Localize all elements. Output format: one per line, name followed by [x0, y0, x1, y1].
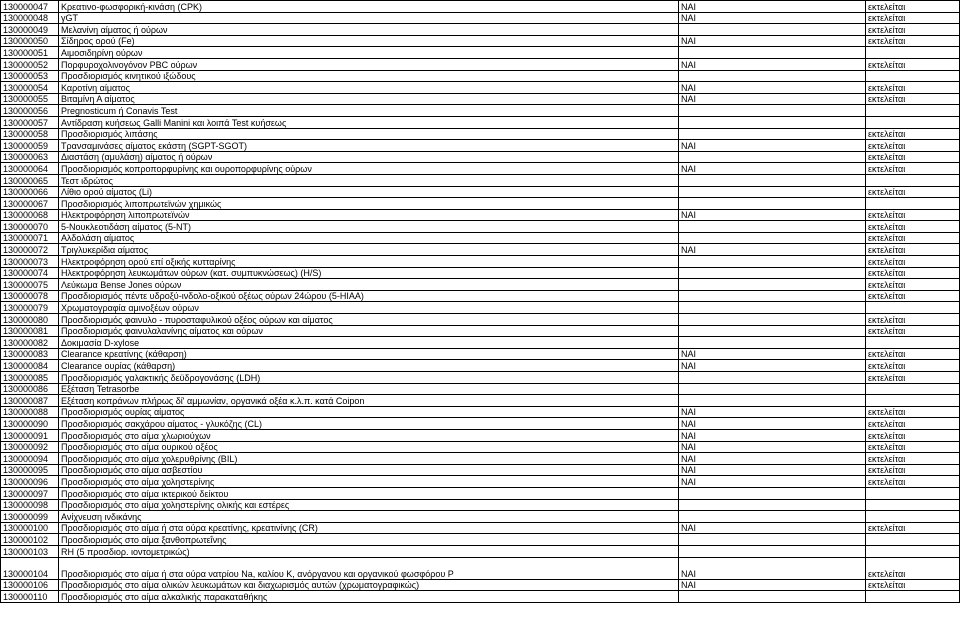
- cell-code: 130000106: [1, 579, 59, 591]
- cell-status: [866, 70, 960, 82]
- cell-flag: ΝΑΙ: [679, 429, 866, 441]
- cell-status: εκτελείται: [866, 244, 960, 256]
- cell-flag: [679, 151, 866, 163]
- cell-status: εκτελείται: [866, 256, 960, 268]
- cell-status: εκτελείται: [866, 163, 960, 175]
- cell-flag: ΝΑΙ: [679, 93, 866, 105]
- cell-code: 130000053: [1, 70, 59, 82]
- table-row: [1, 579, 960, 591]
- cell-code: 130000084: [1, 360, 59, 372]
- cell-description: Προσδιορισμός στο αίμα ξανθοπρωτεΐνης: [59, 534, 679, 546]
- table-row: [1, 360, 960, 372]
- table-row: [1, 93, 960, 105]
- cell-status: [866, 105, 960, 117]
- table-row: [1, 163, 960, 175]
- cell-status: εκτελείται: [866, 314, 960, 326]
- cell-description: Προσδιορισμός λιπάσης: [59, 128, 679, 140]
- cell-status: [866, 383, 960, 395]
- cell-code: 130000067: [1, 198, 59, 210]
- cell-flag: [679, 302, 866, 314]
- table-row: [1, 591, 960, 603]
- table-row: [1, 140, 960, 152]
- cell-status: εκτελείται: [866, 267, 960, 279]
- table-row: [1, 534, 960, 546]
- cell-status: εκτελείται: [866, 360, 960, 372]
- cell-flag: [679, 70, 866, 82]
- cell-description: Μελανίνη αίματος ή ούρων: [59, 24, 679, 36]
- cell-status: [866, 302, 960, 314]
- cell-status: εκτελείται: [866, 186, 960, 198]
- cell-code: 130000048: [1, 12, 59, 24]
- cell-flag: [679, 116, 866, 128]
- cell-status: εκτελείται: [866, 441, 960, 453]
- table-row: [1, 406, 960, 418]
- cell-code: 130000083: [1, 348, 59, 360]
- table-row: [1, 70, 960, 82]
- table-row: [1, 232, 960, 244]
- cell-flag: ΝΑΙ: [679, 244, 866, 256]
- cell-code: 130000085: [1, 372, 59, 384]
- cell-description: γGT: [59, 12, 679, 24]
- cell-description: Αλδολάση αίματος: [59, 232, 679, 244]
- cell-flag: ΝΑΙ: [679, 140, 866, 152]
- cell-flag: [679, 128, 866, 140]
- cell-description: Βιταμίνη Α αίματος: [59, 93, 679, 105]
- table-row: [1, 116, 960, 128]
- cell-description: Κρεατινο-φωσφορική-κινάση (CPK): [59, 1, 679, 13]
- cell-flag: [679, 232, 866, 244]
- cell-flag: ΝΑΙ: [679, 82, 866, 94]
- table-row: [1, 372, 960, 384]
- cell-status: εκτελείται: [866, 579, 960, 591]
- cell-status: εκτελείται: [866, 453, 960, 465]
- cell-code: 130000050: [1, 35, 59, 47]
- cell-flag: ΝΑΙ: [679, 12, 866, 24]
- cell-code: 130000047: [1, 1, 59, 13]
- cell-code: 130000080: [1, 314, 59, 326]
- cell-status: [866, 198, 960, 210]
- table-row: [1, 545, 960, 557]
- table-row: [1, 47, 960, 59]
- cell-status: εκτελείται: [866, 406, 960, 418]
- cell-code: 130000072: [1, 244, 59, 256]
- cell-description: Προσδιορισμός στο αίμα ασβεστίου: [59, 464, 679, 476]
- cell-flag: [679, 511, 866, 523]
- cell-description: Προσδιορισμός σακχάρου αίματος - γλυκόζης (CL): [59, 418, 679, 430]
- cell-description: Προσδιορισμός στο αίμα χοληστερίνης ολικής και εστέρες: [59, 499, 679, 511]
- cell-flag: ΝΑΙ: [679, 348, 866, 360]
- table-body: [1, 1, 960, 603]
- table-row: [1, 174, 960, 186]
- table-row: [1, 209, 960, 221]
- cell-description: Προσδιορισμός γαλακτικής δεϋδρογονάσης (LDH): [59, 372, 679, 384]
- cell-description: Προσδιορισμός φαινυλαλανίνης αίματος και ούρων: [59, 325, 679, 337]
- cell-flag: ΝΑΙ: [679, 522, 866, 534]
- cell-description: Προσδιορισμός φαινυλο - πυροσταφυλικού οξέος ούρων και αίματος: [59, 314, 679, 326]
- cell-description: Τεστ ιδρώτος: [59, 174, 679, 186]
- cell-description: Χρωματογραφία αμινοξέων ούρων: [59, 302, 679, 314]
- cell-flag: [679, 279, 866, 291]
- cell-description: Πορφυροχολινογόνον PBC ούρων: [59, 58, 679, 70]
- cell-description: Clearance ουρίας (κάθαρση): [59, 360, 679, 372]
- cell-code: 130000068: [1, 209, 59, 221]
- cell-description: Προσδιορισμός στο αίμα αλκαλικής παρακαταθήκης: [59, 591, 679, 603]
- cell-flag: ΝΑΙ: [679, 1, 866, 13]
- cell-code: 130000103: [1, 545, 59, 557]
- cell-description: Αιμοσιδηρίνη ούρων: [59, 47, 679, 59]
- cell-description: Pregnosticum ή Conavis Test: [59, 105, 679, 117]
- cell-status: [866, 499, 960, 511]
- table-row: [1, 1, 960, 13]
- cell-description: Προσδιορισμός στο αίμα χολερυθρίνης (BIL): [59, 453, 679, 465]
- cell-flag: ΝΑΙ: [679, 35, 866, 47]
- cell-description: Προσδιορισμός κινητικού ιξώδους: [59, 70, 679, 82]
- cell-status: εκτελείται: [866, 418, 960, 430]
- cell-description: RH (5 προσδιορ. ιοντομετρικώς): [59, 545, 679, 557]
- cell-flag: [679, 186, 866, 198]
- table-row: [1, 418, 960, 430]
- cell-flag: ΝΑΙ: [679, 406, 866, 418]
- cell-description: Εξέταση Tetrasorbe: [59, 383, 679, 395]
- cell-code: 130000110: [1, 591, 59, 603]
- cell-code: 130000056: [1, 105, 59, 117]
- table-row: [1, 464, 960, 476]
- cell-flag: [679, 499, 866, 511]
- cell-flag: [679, 267, 866, 279]
- cell-status: εκτελείται: [866, 35, 960, 47]
- cell-status: [866, 511, 960, 523]
- cell-code: 130000059: [1, 140, 59, 152]
- cell-status: εκτελείται: [866, 429, 960, 441]
- cell-description: Προσδιορισμός στο αίμα ολικών λευκωμάτων και διαχωρισμός αυτών (χρωματογραφικώς): [59, 579, 679, 591]
- cell-status: εκτελείται: [866, 557, 960, 579]
- cell-description: Προσδιορισμός πέντε υδροξύ-ινδολο-οξικού οξέως ούρων 24ώρου (5-HIAA): [59, 290, 679, 302]
- table-row: [1, 348, 960, 360]
- cell-status: εκτελείται: [866, 24, 960, 36]
- cell-flag: [679, 325, 866, 337]
- cell-description: Προσδιορισμός στο αίμα ή στα ούρα κρεατίνης, κρεατινίνης (CR): [59, 522, 679, 534]
- cell-code: 130000081: [1, 325, 59, 337]
- cell-flag: ΝΑΙ: [679, 163, 866, 175]
- cell-flag: ΝΑΙ: [679, 58, 866, 70]
- cell-description: Τριγλυκερίδια αίματος: [59, 244, 679, 256]
- table-row: [1, 128, 960, 140]
- cell-status: εκτελείται: [866, 221, 960, 233]
- cell-description: Ηλεκτροφόρηση λιποπρωτεϊνών: [59, 209, 679, 221]
- cell-description: Σίδηρος ορού (Fe): [59, 35, 679, 47]
- cell-status: [866, 47, 960, 59]
- cell-flag: ΝΑΙ: [679, 209, 866, 221]
- cell-description: 5-Νουκλεοτιδάση αίματος (5-NT): [59, 221, 679, 233]
- cell-description: Προσδιορισμός στο αίμα ουρικού οξέος: [59, 441, 679, 453]
- table-row: [1, 186, 960, 198]
- cell-code: 130000091: [1, 429, 59, 441]
- table-row: [1, 395, 960, 407]
- cell-code: 130000087: [1, 395, 59, 407]
- cell-code: 130000096: [1, 476, 59, 488]
- cell-status: [866, 591, 960, 603]
- cell-description: Διαστάση (αμυλάση) αίματος ή ούρων: [59, 151, 679, 163]
- cell-code: 130000095: [1, 464, 59, 476]
- cell-description: Λεύκωμα Bense Jones ούρων: [59, 279, 679, 291]
- cell-code: 130000070: [1, 221, 59, 233]
- table-row: [1, 279, 960, 291]
- cell-flag: [679, 545, 866, 557]
- cell-status: εκτελείται: [866, 464, 960, 476]
- cell-flag: ΝΑΙ: [679, 464, 866, 476]
- cell-status: εκτελείται: [866, 128, 960, 140]
- table-row: [1, 198, 960, 210]
- cell-flag: [679, 174, 866, 186]
- table-row: [1, 290, 960, 302]
- cell-description: Τρανσαμινάσες αίματος εκάστη (SGPT-SGOT): [59, 140, 679, 152]
- cell-code: 130000073: [1, 256, 59, 268]
- cell-status: εκτελείται: [866, 93, 960, 105]
- table-row: [1, 244, 960, 256]
- table-row: [1, 256, 960, 268]
- cell-flag: ΝΑΙ: [679, 579, 866, 591]
- cell-description: Προσδιορισμός ουρίας αίματος: [59, 406, 679, 418]
- cell-code: 130000051: [1, 47, 59, 59]
- cell-flag: [679, 383, 866, 395]
- cell-flag: ΝΑΙ: [679, 360, 866, 372]
- cell-code: 130000090: [1, 418, 59, 430]
- cell-code: 130000097: [1, 487, 59, 499]
- cell-code: 130000065: [1, 174, 59, 186]
- table-row: [1, 429, 960, 441]
- cell-code: 130000055: [1, 93, 59, 105]
- cell-flag: [679, 198, 866, 210]
- table-row: [1, 24, 960, 36]
- cell-flag: [679, 256, 866, 268]
- cell-code: 130000092: [1, 441, 59, 453]
- cell-description: Ανίχνευση ινδικάνης: [59, 511, 679, 523]
- cell-status: εκτελείται: [866, 1, 960, 13]
- cell-description: Προσδιορισμός στο αίμα ή στα ούρα νατρίου Na, καλίου K, ανόργανου και οργανικού φωσφόρου P: [59, 557, 679, 579]
- table-row: [1, 476, 960, 488]
- cell-flag: [679, 395, 866, 407]
- cell-status: εκτελείται: [866, 372, 960, 384]
- cell-code: 130000063: [1, 151, 59, 163]
- table-row: [1, 105, 960, 117]
- table-row: [1, 151, 960, 163]
- cell-status: εκτελείται: [866, 348, 960, 360]
- cell-code: 130000099: [1, 511, 59, 523]
- cell-status: εκτελείται: [866, 232, 960, 244]
- cell-status: εκτελείται: [866, 58, 960, 70]
- cell-flag: [679, 47, 866, 59]
- table-row: [1, 314, 960, 326]
- cell-status: εκτελείται: [866, 290, 960, 302]
- cell-status: εκτελείται: [866, 140, 960, 152]
- table-row: [1, 58, 960, 70]
- cell-flag: ΝΑΙ: [679, 453, 866, 465]
- table-row: [1, 441, 960, 453]
- cell-code: 130000098: [1, 499, 59, 511]
- cell-description: Εξέταση κοπράνων πλήρως δί' αμμωνίαν, οργανικά οξέα κ.λ.π. κατά Coipon: [59, 395, 679, 407]
- table-row: [1, 267, 960, 279]
- cell-code: 130000079: [1, 302, 59, 314]
- cell-flag: [679, 314, 866, 326]
- cell-status: εκτελείται: [866, 151, 960, 163]
- cell-flag: [679, 105, 866, 117]
- cell-status: εκτελείται: [866, 522, 960, 534]
- cell-flag: [679, 337, 866, 349]
- cell-code: 130000064: [1, 163, 59, 175]
- cell-status: [866, 116, 960, 128]
- cell-status: [866, 174, 960, 186]
- cell-code: 130000102: [1, 534, 59, 546]
- cell-code: 130000052: [1, 58, 59, 70]
- cell-status: εκτελείται: [866, 209, 960, 221]
- cell-flag: ΝΑΙ: [679, 557, 866, 579]
- cell-description: Ηλεκτροφόρηση ορού επί οξικής κυτταρίνης: [59, 256, 679, 268]
- table-row: [1, 383, 960, 395]
- table-row: [1, 499, 960, 511]
- table-row: [1, 325, 960, 337]
- table-row: [1, 522, 960, 534]
- cell-code: 130000054: [1, 82, 59, 94]
- cell-code: 130000058: [1, 128, 59, 140]
- cell-flag: ΝΑΙ: [679, 476, 866, 488]
- table-row: [1, 35, 960, 47]
- cell-flag: ΝΑΙ: [679, 441, 866, 453]
- cell-status: [866, 545, 960, 557]
- cell-code: 130000074: [1, 267, 59, 279]
- cell-code: 130000066: [1, 186, 59, 198]
- cell-status: εκτελείται: [866, 325, 960, 337]
- cell-description: Προσδιορισμός στο αίμα ικτερικού δείκτου: [59, 487, 679, 499]
- table-row: [1, 82, 960, 94]
- cell-flag: [679, 290, 866, 302]
- table-row: [1, 337, 960, 349]
- cell-description: Αντίδραση κυήσεως Galli Manini και λοιπά Test κυήσεως: [59, 116, 679, 128]
- table-row: [1, 12, 960, 24]
- table-row: [1, 302, 960, 314]
- cell-code: 130000094: [1, 453, 59, 465]
- cell-code: 130000082: [1, 337, 59, 349]
- cell-status: [866, 487, 960, 499]
- cell-status: [866, 534, 960, 546]
- cell-code: 130000049: [1, 24, 59, 36]
- cell-flag: [679, 24, 866, 36]
- cell-code: 130000075: [1, 279, 59, 291]
- cell-flag: [679, 487, 866, 499]
- cell-flag: [679, 372, 866, 384]
- cell-flag: [679, 534, 866, 546]
- cell-description: Προσδιορισμός λιποπρωτεϊνών χημικώς: [59, 198, 679, 210]
- cell-description: Προσδιορισμός στο αίμα χλωριούχων: [59, 429, 679, 441]
- table-row: [1, 511, 960, 523]
- cell-code: 130000088: [1, 406, 59, 418]
- cell-description: Δοκιμασία D-xylose: [59, 337, 679, 349]
- cell-status: εκτελείται: [866, 12, 960, 24]
- cell-code: 130000104: [1, 557, 59, 579]
- cell-code: 130000078: [1, 290, 59, 302]
- cell-description: Προσδιορισμός στο αίμα χοληστερίνης: [59, 476, 679, 488]
- cell-description: Ηλεκτροφόρηση λευκωμάτων ούρων (κατ. συμπυκνώσεως) (H/S): [59, 267, 679, 279]
- cell-status: εκτελείται: [866, 476, 960, 488]
- cell-status: εκτελείται: [866, 279, 960, 291]
- cell-status: [866, 337, 960, 349]
- table-row: [1, 557, 960, 579]
- cell-description: Προσδιορισμός κοπροπορφυρίνης και ουροπορφυρίνης ούρων: [59, 163, 679, 175]
- cell-code: 130000057: [1, 116, 59, 128]
- cell-code: 130000086: [1, 383, 59, 395]
- table-row: [1, 487, 960, 499]
- cell-description: Clearance κρεατίνης (κάθαρση): [59, 348, 679, 360]
- cell-status: [866, 395, 960, 407]
- table-row: [1, 453, 960, 465]
- cell-flag: [679, 221, 866, 233]
- cell-code: 130000071: [1, 232, 59, 244]
- cell-description: Καροτίνη αίματος: [59, 82, 679, 94]
- cell-status: εκτελείται: [866, 82, 960, 94]
- cell-flag: [679, 591, 866, 603]
- cell-flag: ΝΑΙ: [679, 418, 866, 430]
- cell-description: Λίθιο ορού αίματος (Li): [59, 186, 679, 198]
- cell-code: 130000100: [1, 522, 59, 534]
- table-row: [1, 221, 960, 233]
